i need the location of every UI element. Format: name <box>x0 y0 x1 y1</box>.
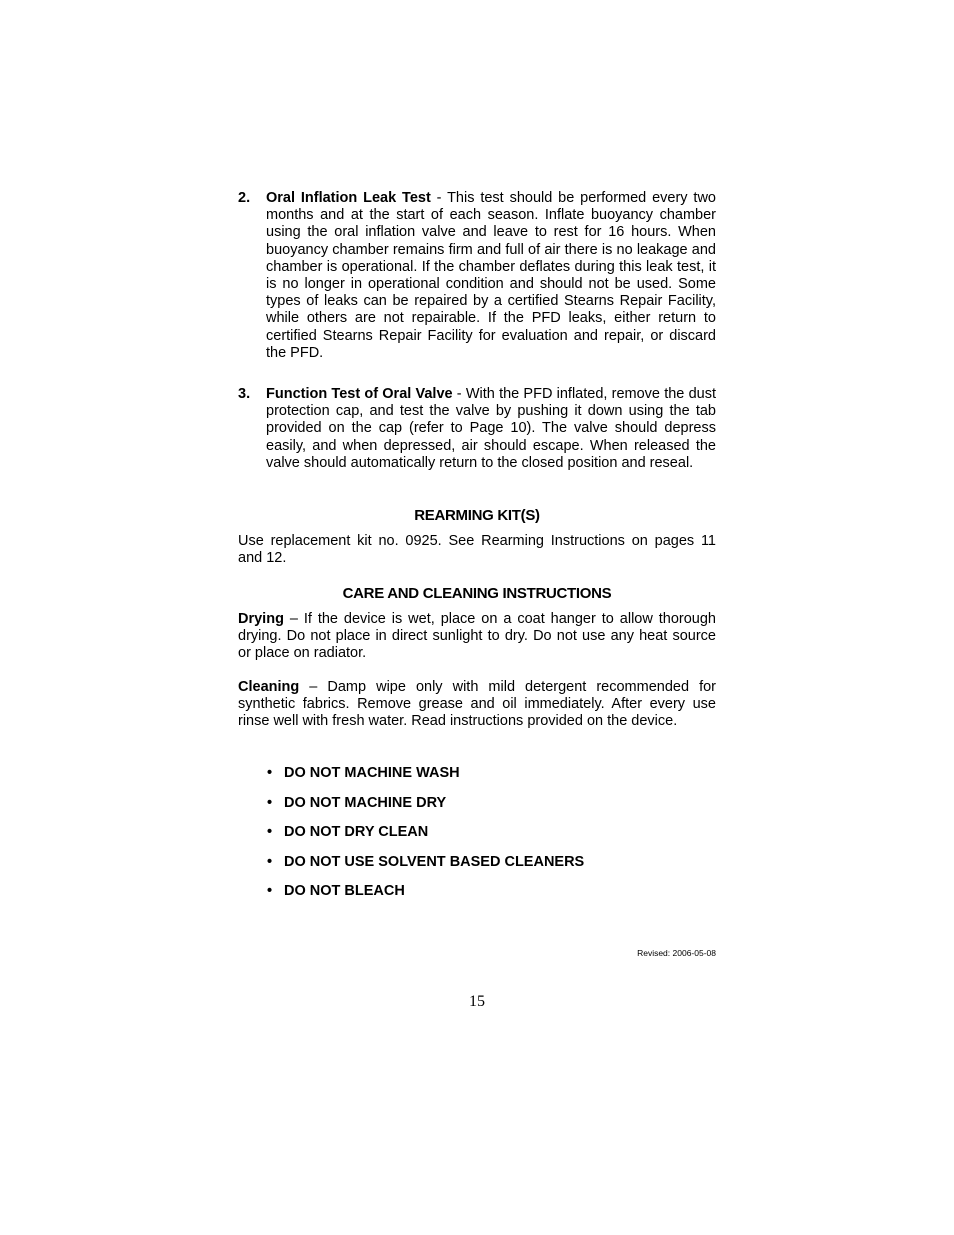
item-number: 2. <box>238 190 251 206</box>
list-item: • DO NOT USE SOLVENT BASED CLEANERS <box>238 854 716 884</box>
list-item: • DO NOT BLEACH <box>238 883 716 913</box>
bullet-icon: • <box>267 824 273 841</box>
page-number: 15 <box>469 993 485 1010</box>
item-text: - With the PFD inflated, remove the dust protection cap, and test the valve by pushing it down using the tab provided on the cap (refer to Page 10). The valve should depress easily, and when depressed, air should escape. When released the valve should automatically return to the closed position and reseal. <box>266 386 716 471</box>
item-title: Oral Inflation Leak Test <box>266 190 431 206</box>
revised-date: Revised: 2006-05-08 <box>637 948 716 958</box>
list-item: • DO NOT DRY CLEAN <box>238 824 716 854</box>
care-bullet-list <box>238 765 716 913</box>
list-item: • DO NOT MACHINE DRY <box>238 795 716 825</box>
bullet-icon: • <box>267 853 273 870</box>
bullet-icon: • <box>267 794 273 811</box>
rearming-heading: REARMING KIT(S) <box>414 507 540 524</box>
drying-paragraph <box>238 611 716 663</box>
list-item: • DO NOT MACHINE WASH <box>238 765 716 795</box>
care-heading: CARE AND CLEANING INSTRUCTIONS <box>342 585 612 602</box>
rearming-text: Use replacement kit no. 0925. See Rearming Instructions on pages 11 and 12. <box>238 533 716 567</box>
bullet-icon: • <box>267 765 273 781</box>
bullet-icon: • <box>267 883 273 900</box>
item-2 <box>238 190 716 362</box>
cleaning-label: Cleaning <box>238 679 300 695</box>
item-number: 3. <box>238 386 251 402</box>
item-text: - This test should be performed every two months and at the start of each season. Inflate buoyancy chamber using the oral inflation valve and leave to rest for 16 hours. When buoyancy chamber remains firm and full of air there is no leakage and chamber is operational. If the chamber deflates during this leak test, it is no longer in operational condition and should not be used. Some types of leaks can be repaired by a certified Stearns Repair Facility, while others are not repairable. If the PFD leaks, either return to certified Stearns Repair Facility for evaluation and repair, or discard the PFD. <box>266 190 716 361</box>
cleaning-text: – Damp wipe only with mild detergent recommended for synthetic fabrics. Remove grease and oil immediately. After every use rinse well with fresh water. Read instructions provided on the device. <box>238 679 716 730</box>
cleaning-paragraph <box>238 679 716 731</box>
drying-text: – If the device is wet, place on a coat hanger to allow thorough drying. Do not place in direct sunlight to dry. Do not use any heat source or place on radiator. <box>238 611 716 662</box>
drying-label: Drying <box>238 611 284 627</box>
item-title: Function Test of Oral Valve <box>266 386 453 402</box>
item-3 <box>238 386 716 472</box>
rearming-paragraph <box>238 533 716 567</box>
